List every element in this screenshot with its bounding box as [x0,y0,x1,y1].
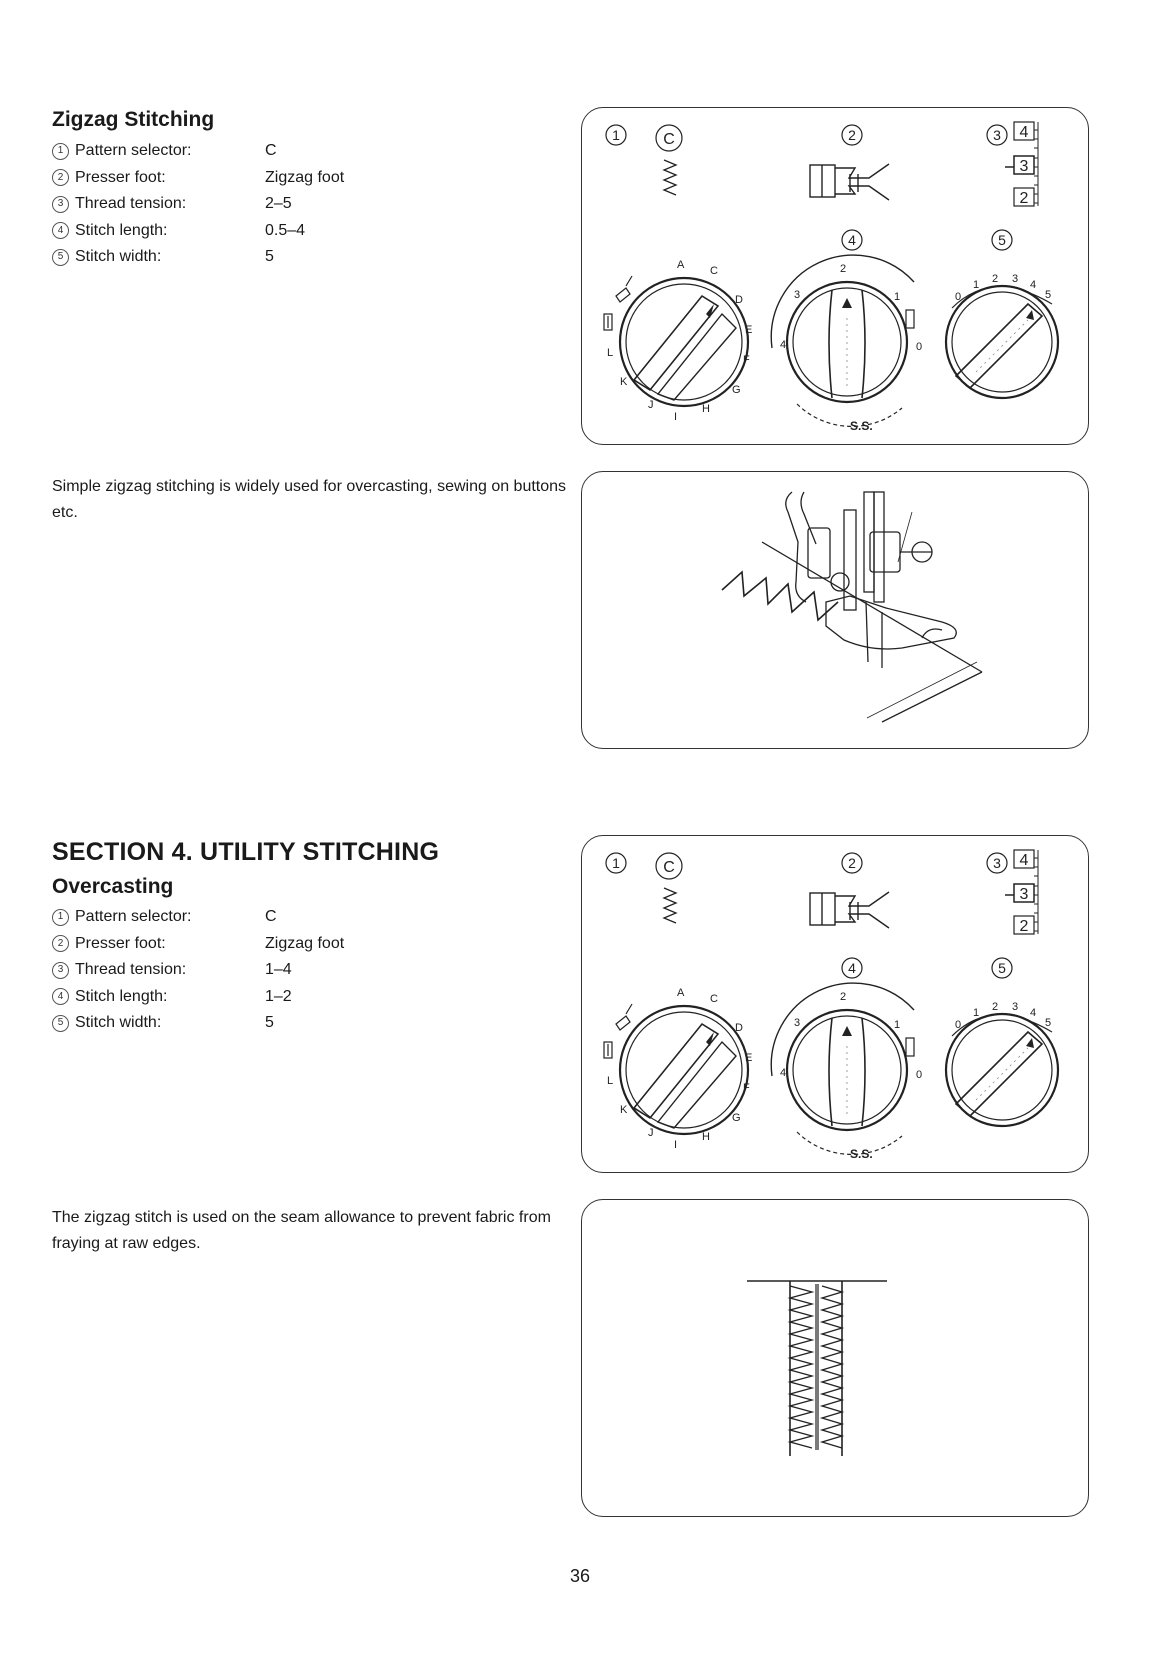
setting-row [52,984,344,1011]
overcast-seam-illustration-panel [581,1199,1089,1517]
width-label: 5 [1045,1017,1052,1029]
zigzag-dial-settings-panel [581,107,1089,445]
pattern-selector-dial [604,259,752,423]
length-label: 3 [794,289,801,301]
width-label: 1 [973,1007,980,1019]
setting-value: Zigzag foot [265,168,345,186]
setting-row [52,191,344,218]
zigzag-stitch-icon [664,160,676,195]
length-icon [906,310,914,328]
length-label: 2 [840,263,847,275]
zigzag-sewing-illustration-panel [581,471,1089,749]
overcasting-dial-illustration [582,836,1088,1172]
pattern-letter: C [663,859,675,876]
setting-row [52,218,344,245]
setting-value: 5 [265,1014,274,1031]
zigzag-heading: Zigzag Stitching [52,108,215,131]
width-label: 1 [973,279,980,291]
length-label: 1 [894,1019,901,1031]
ss-label: S.S. [850,419,873,433]
dial-letter: K [620,376,628,388]
dial-letter: F [743,1082,750,1094]
setting-value: 2–5 [265,195,292,212]
stitch-width-dial [946,273,1058,398]
overcasting-description: The zigzag stitch is used on the seam allowance to prevent fabric from fraying at raw edges. [52,1209,551,1252]
callout-number: 2 [52,169,69,186]
setting-row [52,165,344,192]
width-label: 0 [955,291,962,303]
dial-letter: C [710,993,718,1005]
tension-value: 4 [1019,124,1029,141]
pattern-selector-dial [604,987,752,1151]
setting-label: Stitch width: [75,248,162,265]
setting-value: 0.5–4 [265,221,306,239]
callout-number: 3 [52,962,69,979]
dial-letter: D [735,1022,743,1034]
setting-label: Pattern selector: [75,908,192,925]
callout-number: 5 [52,1015,69,1032]
callout-1: 1 [612,127,620,143]
setting-value: C [265,142,277,159]
width-label: 4 [1030,279,1037,291]
width-label: 3 [1012,273,1019,285]
thread-tension-indicator [1005,850,1038,935]
setting-value: Zigzag foot [265,934,345,952]
overcasting-dial-settings-panel [581,835,1089,1173]
callout-4: 4 [848,960,856,976]
callout-2: 2 [848,855,856,871]
length-label: 1 [894,291,901,303]
length-label: 3 [794,1017,801,1029]
dial-letter: A [677,987,685,999]
callout-2: 2 [848,127,856,143]
seam-allowance-diagram [582,1200,1088,1516]
length-label: 4 [780,1067,787,1079]
setting-label: Presser foot: [75,168,166,186]
dial-letter: E [745,324,753,336]
dial-letter: D [735,294,743,306]
callout-3: 3 [993,855,1001,871]
setting-row [52,244,344,271]
length-label: 0 [916,1069,923,1081]
width-label: 5 [1045,289,1052,301]
page-number: 36 [570,1566,591,1586]
callout-number: 4 [52,222,69,239]
dial-letter: A [677,259,685,271]
setting-value: 1–4 [265,961,292,978]
callout-number: 2 [52,935,69,952]
length-icon [906,1038,914,1056]
tension-value: 2 [1019,918,1029,935]
dial-letter: H [702,1131,710,1143]
setting-value: C [265,908,277,925]
dial-letter: J [648,1127,654,1139]
setting-label: Thread tension: [75,195,187,212]
dial-letter: F [743,354,750,366]
stitch-length-dial [771,983,922,1161]
setting-value: 1–2 [265,987,292,1005]
width-label: 3 [1012,1001,1019,1013]
dial-letter: G [732,1112,741,1124]
setting-label: Stitch width: [75,1014,162,1031]
setting-label: Stitch length: [75,221,168,239]
callout-1: 1 [612,855,620,871]
setting-row [52,931,344,958]
dial-letter: L [607,347,614,359]
thread-tension-indicator [1005,122,1038,207]
width-label: 0 [955,1019,962,1031]
setting-label: Presser foot: [75,934,166,952]
callout-3: 3 [993,127,1001,143]
stitch-width-dial [946,1001,1058,1126]
tension-value: 3 [1019,158,1029,175]
dial-letter: I [674,411,678,423]
setting-row [52,138,344,165]
width-label: 2 [992,273,999,285]
dial-letter: I [674,1139,678,1151]
tension-value: 4 [1019,852,1029,869]
dial-letter: E [745,1052,753,1064]
dial-letter: G [732,384,741,396]
width-label: 2 [992,1001,999,1013]
dial-letter: J [648,399,654,411]
tension-value: 2 [1019,190,1029,207]
zigzag-presser-foot-icon [810,164,889,200]
zigzag-description: Simple zigzag stitching is widely used for overcasting, sewing on buttons etc. [52,478,567,521]
callout-number: 1 [52,909,69,926]
overcasting-heading: Overcasting [52,875,174,898]
zigzag-dial-illustration [582,108,1088,444]
dial-letter: H [702,403,710,415]
section-title: SECTION 4. UTILITY STITCHING [52,838,440,866]
setting-label: Stitch length: [75,987,168,1005]
width-label: 4 [1030,1007,1037,1019]
zigzag-stitch-icon [664,888,676,923]
length-label: 0 [916,341,923,353]
length-label: 4 [780,339,787,351]
tension-value: 3 [1019,886,1029,903]
overcasting-settings-list [52,904,344,1037]
zigzag-settings-list [52,138,344,271]
setting-value: 5 [265,248,274,265]
presser-foot-sewing-illustration [582,472,1088,748]
callout-number: 5 [52,249,69,266]
setting-label: Thread tension: [75,961,187,978]
dial-letter: K [620,1104,628,1116]
setting-row [52,904,344,931]
zigzag-presser-foot-icon [810,892,889,928]
callout-number: 3 [52,196,69,213]
callout-5: 5 [998,960,1006,976]
stitch-length-dial [771,255,922,433]
setting-label: Pattern selector: [75,142,192,159]
callout-5: 5 [998,232,1006,248]
length-label: 2 [840,991,847,1003]
callout-number: 1 [52,143,69,160]
setting-row [52,957,344,984]
dial-letter: C [710,265,718,277]
callout-4: 4 [848,232,856,248]
callout-number: 4 [52,988,69,1005]
ss-label: S.S. [850,1147,873,1161]
pattern-letter: C [663,131,675,148]
dial-letter: L [607,1075,614,1087]
setting-row [52,1010,344,1037]
